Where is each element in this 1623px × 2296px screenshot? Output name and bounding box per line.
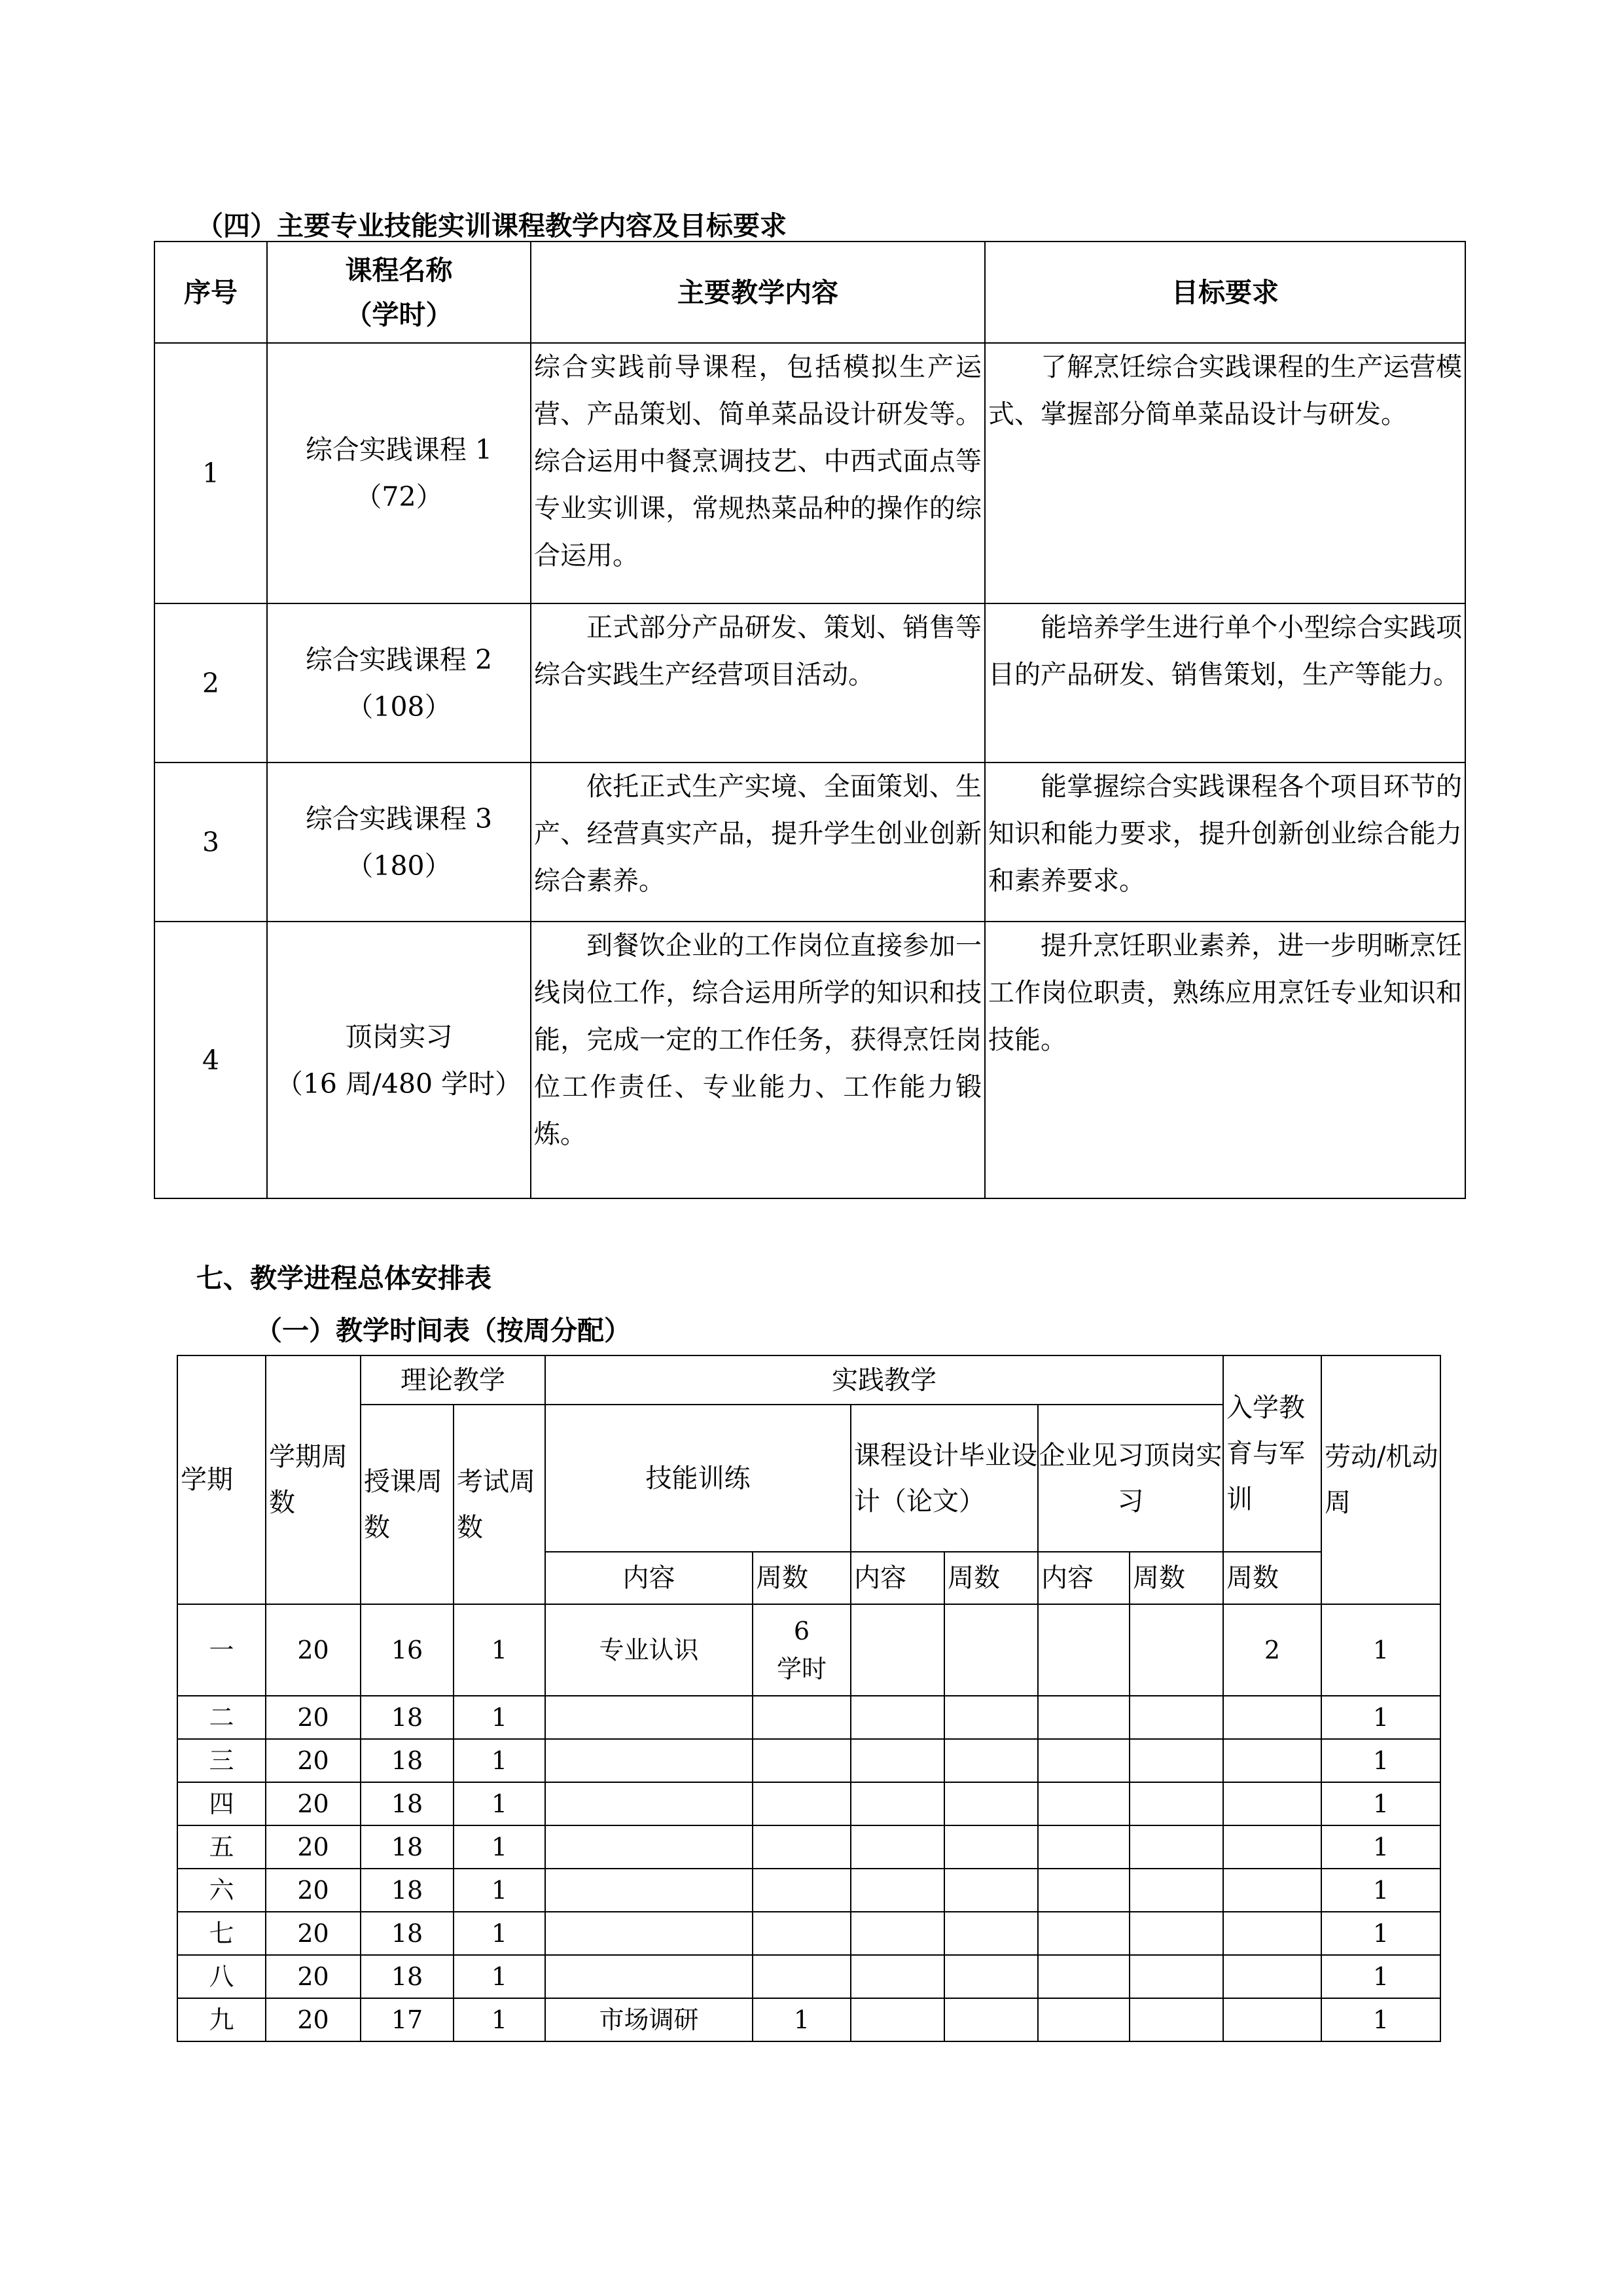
cell-skill-weeks [753,1912,851,1955]
cell-labor: 1 [1321,1955,1440,1998]
cell-term: 三 [177,1739,266,1782]
cell-skill-weeks [753,1869,851,1912]
cell-design-content [851,1825,944,1869]
cell-military [1223,1955,1321,1998]
cell-skill-content [545,1782,753,1825]
cell-skill-content: 市场调研 [545,1998,753,2041]
cell-design-weeks [944,1912,1038,1955]
course-name: 顶岗实习 [345,1020,453,1052]
table-row [177,1869,1440,1912]
cell-intern-weeks [1130,1782,1223,1825]
cell-exam: 1 [454,1869,545,1912]
section-title: 七、教学进程总体安排表 [196,1263,491,1294]
table-row [177,1604,1440,1696]
cell-design-weeks [944,1869,1038,1912]
cell-exam: 1 [454,1782,545,1825]
header-lecture-weeks: 授课周数 [361,1405,454,1604]
cell-skill-weeks [753,1739,851,1782]
header-course-name-line2: （学时） [345,298,453,331]
header-military-weeks: 周数 [1223,1552,1321,1604]
header-theory: 理论教学 [361,1355,545,1405]
table-row [177,1782,1440,1825]
cell-labor: 1 [1321,1782,1440,1825]
row-course [267,343,531,603]
cell-military [1223,1739,1321,1782]
table-row [154,603,1465,762]
header-exam-weeks: 考试周数 [454,1405,545,1604]
header-course-name-line1: 课程名称 [345,254,453,286]
cell-exam: 1 [454,1604,545,1696]
course-hours: （16 周/480 学时） [276,1067,522,1100]
table-row [177,1696,1440,1739]
cell-military [1223,1912,1321,1955]
cell-labor: 1 [1321,1739,1440,1782]
cell-skill-content [545,1739,753,1782]
cell-design-weeks [944,1998,1038,2041]
cell-lecture: 18 [361,1955,454,1998]
cell-term-weeks: 20 [266,1825,361,1869]
course-hours: （108） [346,691,452,723]
cell-military [1223,1869,1321,1912]
section-title: （四）主要专业技能实训课程教学内容及目标要求 [196,210,787,242]
cell-design-weeks [944,1739,1038,1782]
cell-term: 五 [177,1825,266,1869]
cell-term-weeks: 20 [266,1998,361,2041]
cell-exam: 1 [454,1825,545,1869]
cell-term-weeks: 20 [266,1604,361,1696]
cell-lecture: 18 [361,1869,454,1912]
cell-exam: 1 [454,1955,545,1998]
cell-term-weeks: 20 [266,1739,361,1782]
table-row [177,1955,1440,1998]
cell-exam: 1 [454,1696,545,1739]
row-seq: 2 [154,603,267,762]
cell-exam: 1 [454,1912,545,1955]
cell-exam: 1 [454,1998,545,2041]
cell-design-content [851,1998,944,2041]
cell-intern-content [1038,1782,1130,1825]
row-course [267,922,531,1198]
row-goal: 能培养学生进行单个小型综合实践项目的产品研发、销售策划，生产等能力。 [985,603,1465,762]
cell-labor: 1 [1321,1912,1440,1955]
cell-intern-content [1038,1739,1130,1782]
cell-intern-content [1038,1696,1130,1739]
cell-intern-weeks [1130,1955,1223,1998]
header-military: 入学教育与军训 [1223,1355,1321,1552]
cell-term: 八 [177,1955,266,1998]
table-row [177,1825,1440,1869]
cell-intern-weeks [1130,1869,1223,1912]
cell-design-content [851,1869,944,1912]
cell-skill-content [545,1912,753,1955]
cell-military [1223,1696,1321,1739]
cell-skill-weeks [753,1782,851,1825]
cell-skill-weeks: 1 [753,1998,851,2041]
header-term-weeks: 学期周数 [266,1355,361,1604]
row-goal: 提升烹饪职业素养，进一步明晰烹饪工作岗位职责，熟练应用烹饪专业知识和技能。 [985,922,1465,1198]
cell-design-content [851,1739,944,1782]
cell-skill-content [545,1825,753,1869]
cell-military [1223,1998,1321,2041]
cell-design-content [851,1696,944,1739]
cell-design-weeks [944,1955,1038,1998]
table-row [154,343,1465,603]
header-internship: 企业见习顶岗实习 [1038,1405,1223,1552]
row-course [267,762,531,922]
header-labor: 劳动/机动周 [1321,1355,1440,1604]
cell-intern-content [1038,1869,1130,1912]
header-design: 课程设计毕业设计（论文） [851,1405,1038,1552]
cell-design-content [851,1604,944,1696]
row-seq: 1 [154,343,267,603]
cell-design-content [851,1782,944,1825]
cell-skill-content [545,1696,753,1739]
cell-term: 七 [177,1912,266,1955]
cell-military: 2 [1223,1604,1321,1696]
course-name: 综合实践课程 1 [305,434,493,465]
course-name: 综合实践课程 3 [305,802,493,834]
header-course-name [267,242,531,343]
header-seq: 序号 [154,242,267,343]
header-design-content: 内容 [851,1552,944,1604]
practical-course-table [154,241,1466,1199]
cell-lecture: 18 [361,1825,454,1869]
cell-lecture: 18 [361,1739,454,1782]
row-goal: 能掌握综合实践课程各个项目环节的知识和能力要求，提升创新创业综合能力和素养要求。 [985,762,1465,922]
cell-lecture: 18 [361,1696,454,1739]
schedule-table [177,1355,1441,2042]
cell-skill-weeks [753,1696,851,1739]
table-row [177,1739,1440,1782]
cell-term: 九 [177,1998,266,2041]
course-hours: （180） [346,850,452,882]
cell-intern-weeks [1130,1604,1223,1696]
cell-lecture: 16 [361,1604,454,1696]
cell-intern-weeks [1130,1912,1223,1955]
header-content: 主要教学内容 [531,242,985,343]
cell-lecture: 18 [361,1782,454,1825]
cell-intern-content [1038,1955,1130,1998]
cell-term-weeks: 20 [266,1869,361,1912]
header-design-weeks: 周数 [944,1552,1038,1604]
cell-exam: 1 [454,1739,545,1782]
cell-term-weeks: 20 [266,1912,361,1955]
cell-skill-content: 专业认识 [545,1604,753,1696]
course-hours: （72） [355,481,443,512]
row-content: 到餐饮企业的工作岗位直接参加一线岗位工作，综合运用所学的知识和技能，完成一定的工作任务，获得烹饪岗位工作责任、专业能力、工作能力锻炼。 [531,922,985,1198]
cell-term: 四 [177,1782,266,1825]
cell-military [1223,1782,1321,1825]
cell-design-weeks [944,1782,1038,1825]
cell-term: 二 [177,1696,266,1739]
cell-design-weeks [944,1825,1038,1869]
table-row [177,1998,1440,2041]
header-skill-weeks: 周数 [753,1552,851,1604]
cell-labor: 1 [1321,1869,1440,1912]
cell-military [1223,1825,1321,1869]
header-intern-weeks: 周数 [1130,1552,1223,1604]
header-goal: 目标要求 [985,242,1465,343]
cell-intern-weeks [1130,1696,1223,1739]
row-seq: 4 [154,922,267,1198]
cell-intern-content [1038,1912,1130,1955]
cell-intern-weeks [1130,1998,1223,2041]
cell-lecture: 17 [361,1998,454,2041]
cell-term: 六 [177,1869,266,1912]
course-name: 综合实践课程 2 [305,643,493,675]
cell-term: 一 [177,1604,266,1696]
cell-skill-weeks: 6 学时 [753,1604,851,1696]
cell-intern-weeks [1130,1825,1223,1869]
cell-intern-weeks [1130,1739,1223,1782]
cell-lecture: 18 [361,1912,454,1955]
table-row [177,1912,1440,1955]
header-term: 学期 [177,1355,266,1604]
table-row [154,922,1465,1198]
subsection-title: （一）教学时间表（按周分配） [255,1315,631,1346]
cell-term-weeks: 20 [266,1696,361,1739]
row-content: 依托正式生产实境、全面策划、生产、经营真实产品，提升学生创业创新综合素养。 [531,762,985,922]
cell-labor: 1 [1321,1696,1440,1739]
cell-term-weeks: 20 [266,1782,361,1825]
header-practice: 实践教学 [545,1355,1223,1405]
cell-term-weeks: 20 [266,1955,361,1998]
cell-design-content [851,1912,944,1955]
cell-skill-weeks [753,1825,851,1869]
cell-skill-weeks [753,1955,851,1998]
cell-labor: 1 [1321,1998,1440,2041]
cell-design-content [851,1955,944,1998]
row-content: 综合实践前导课程，包括模拟生产运营、产品策划、简单菜品设计研发等。综合运用中餐烹调技艺、中西式面点等专业实训课，常规热菜品种的操作的综合运用。 [531,343,985,603]
cell-labor: 1 [1321,1604,1440,1696]
header-skills: 技能训练 [545,1405,851,1552]
row-course [267,603,531,762]
row-seq: 3 [154,762,267,922]
cell-labor: 1 [1321,1825,1440,1869]
table-row [154,762,1465,922]
cell-design-weeks [944,1604,1038,1696]
cell-intern-content [1038,1998,1130,2041]
cell-intern-content [1038,1604,1130,1696]
cell-intern-content [1038,1825,1130,1869]
cell-skill-content [545,1955,753,1998]
cell-design-weeks [944,1696,1038,1739]
row-goal: 了解烹饪综合实践课程的生产运营模式、掌握部分简单菜品设计与研发。 [985,343,1465,603]
row-content: 正式部分产品研发、策划、销售等综合实践生产经营项目活动。 [531,603,985,762]
header-intern-content: 内容 [1038,1552,1130,1604]
header-skill-content: 内容 [545,1552,753,1604]
cell-skill-content [545,1869,753,1912]
